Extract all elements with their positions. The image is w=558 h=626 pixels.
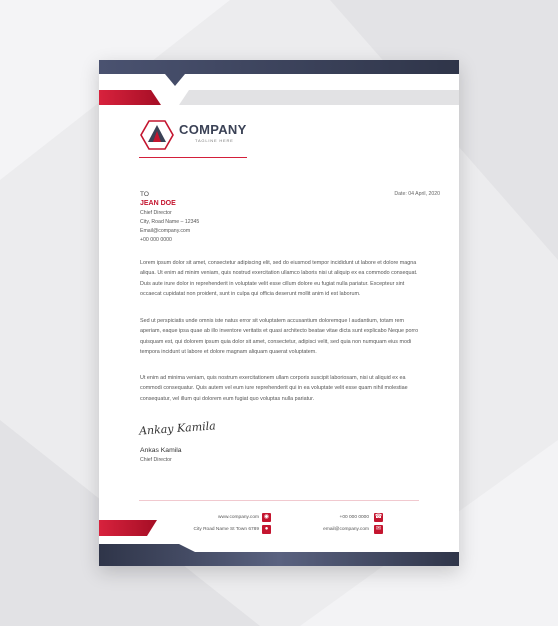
footer-address: City Road Name St Town 6789 [193, 527, 259, 532]
letterhead-page [99, 60, 459, 566]
footer-divider [139, 500, 419, 501]
letter-date: Date: 04 April, 2020 [394, 191, 440, 197]
footer-email: email@company.com [323, 527, 369, 532]
body-paragraph-1: Lorem ipsum dolor sit amet, consectetur adipiscing elit, sed do eiusmod tempor incididunt ut labore et dolore magna aliqua. Ut enim ad minim veniam, quis nostrud exercitation ullamco laboris nisi ut aliquip ex ea commodo consequat. Duis aute irure dolor in reprehenderit in voluptate velit esse cillum dolore eu fugiat nulla pariatur. Excepteur sint occaecat cupidatat non proident, sunt in culpa qui officia deserunt mollit anim id est laborum. [140, 260, 418, 298]
globe-icon: ◉ [263, 514, 270, 520]
to-label: TO [140, 191, 149, 198]
header-decoration [99, 60, 459, 120]
body-paragraph-3: Ut enim ad minima veniam, quis nostrum exercitationem ullam corporis suscipit laboriosam, nisi ut aliquid ex ea commodi consequatur. Quis autem vel eum iure reprehenderit qui in ea voluptate velit esse quam nihil molestiae consequatur, vel illum qui dolorem eum fugiat quo voluptas nulla pariatur. [140, 375, 408, 402]
email-icon: ✉ [375, 526, 382, 532]
signatory-name: Ankas Kamila [140, 447, 182, 454]
footer-decoration [99, 514, 459, 566]
footer-website: www.company.com [218, 515, 259, 520]
recipient-phone: +00 000 0000 [140, 237, 172, 243]
recipient-name: JEAN DOE [140, 200, 176, 207]
body-paragraph-2: Sed ut perspiciatis unde omnis iste natus error sit voluptatem accusantium doloremque l audantium, totam rem aperiam, eaque ipsa quae ab illo inventore veritatis et quasi architecto beatae vitae dicta sunt explicabo Neque porro quisquam est, qui dolorem ipsum quia dolor sit amet, consectetur, adipisci velit, sed quia non numquam eius modi tempora incidunt ut labore et dolore magnam aliquam quaerat voluptatem. [140, 318, 419, 356]
location-pin-icon: ● [262, 525, 271, 534]
recipient-address: City, Road Name – 12345 [140, 219, 200, 225]
footer-phone: +00 000 0000 [339, 515, 369, 520]
company-logo-icon [140, 118, 174, 152]
logo-divider [139, 157, 247, 158]
company-tagline: TAGLINE HERE [195, 138, 234, 143]
recipient-title: Chief Director [140, 210, 172, 216]
company-name: COMPANY [179, 122, 247, 137]
signature-script: Ankay Kamila [138, 419, 217, 438]
recipient-email: Email@company.com [140, 228, 191, 234]
phone-icon: ☎ [374, 514, 383, 520]
signatory-role: Chief Director [140, 457, 172, 463]
